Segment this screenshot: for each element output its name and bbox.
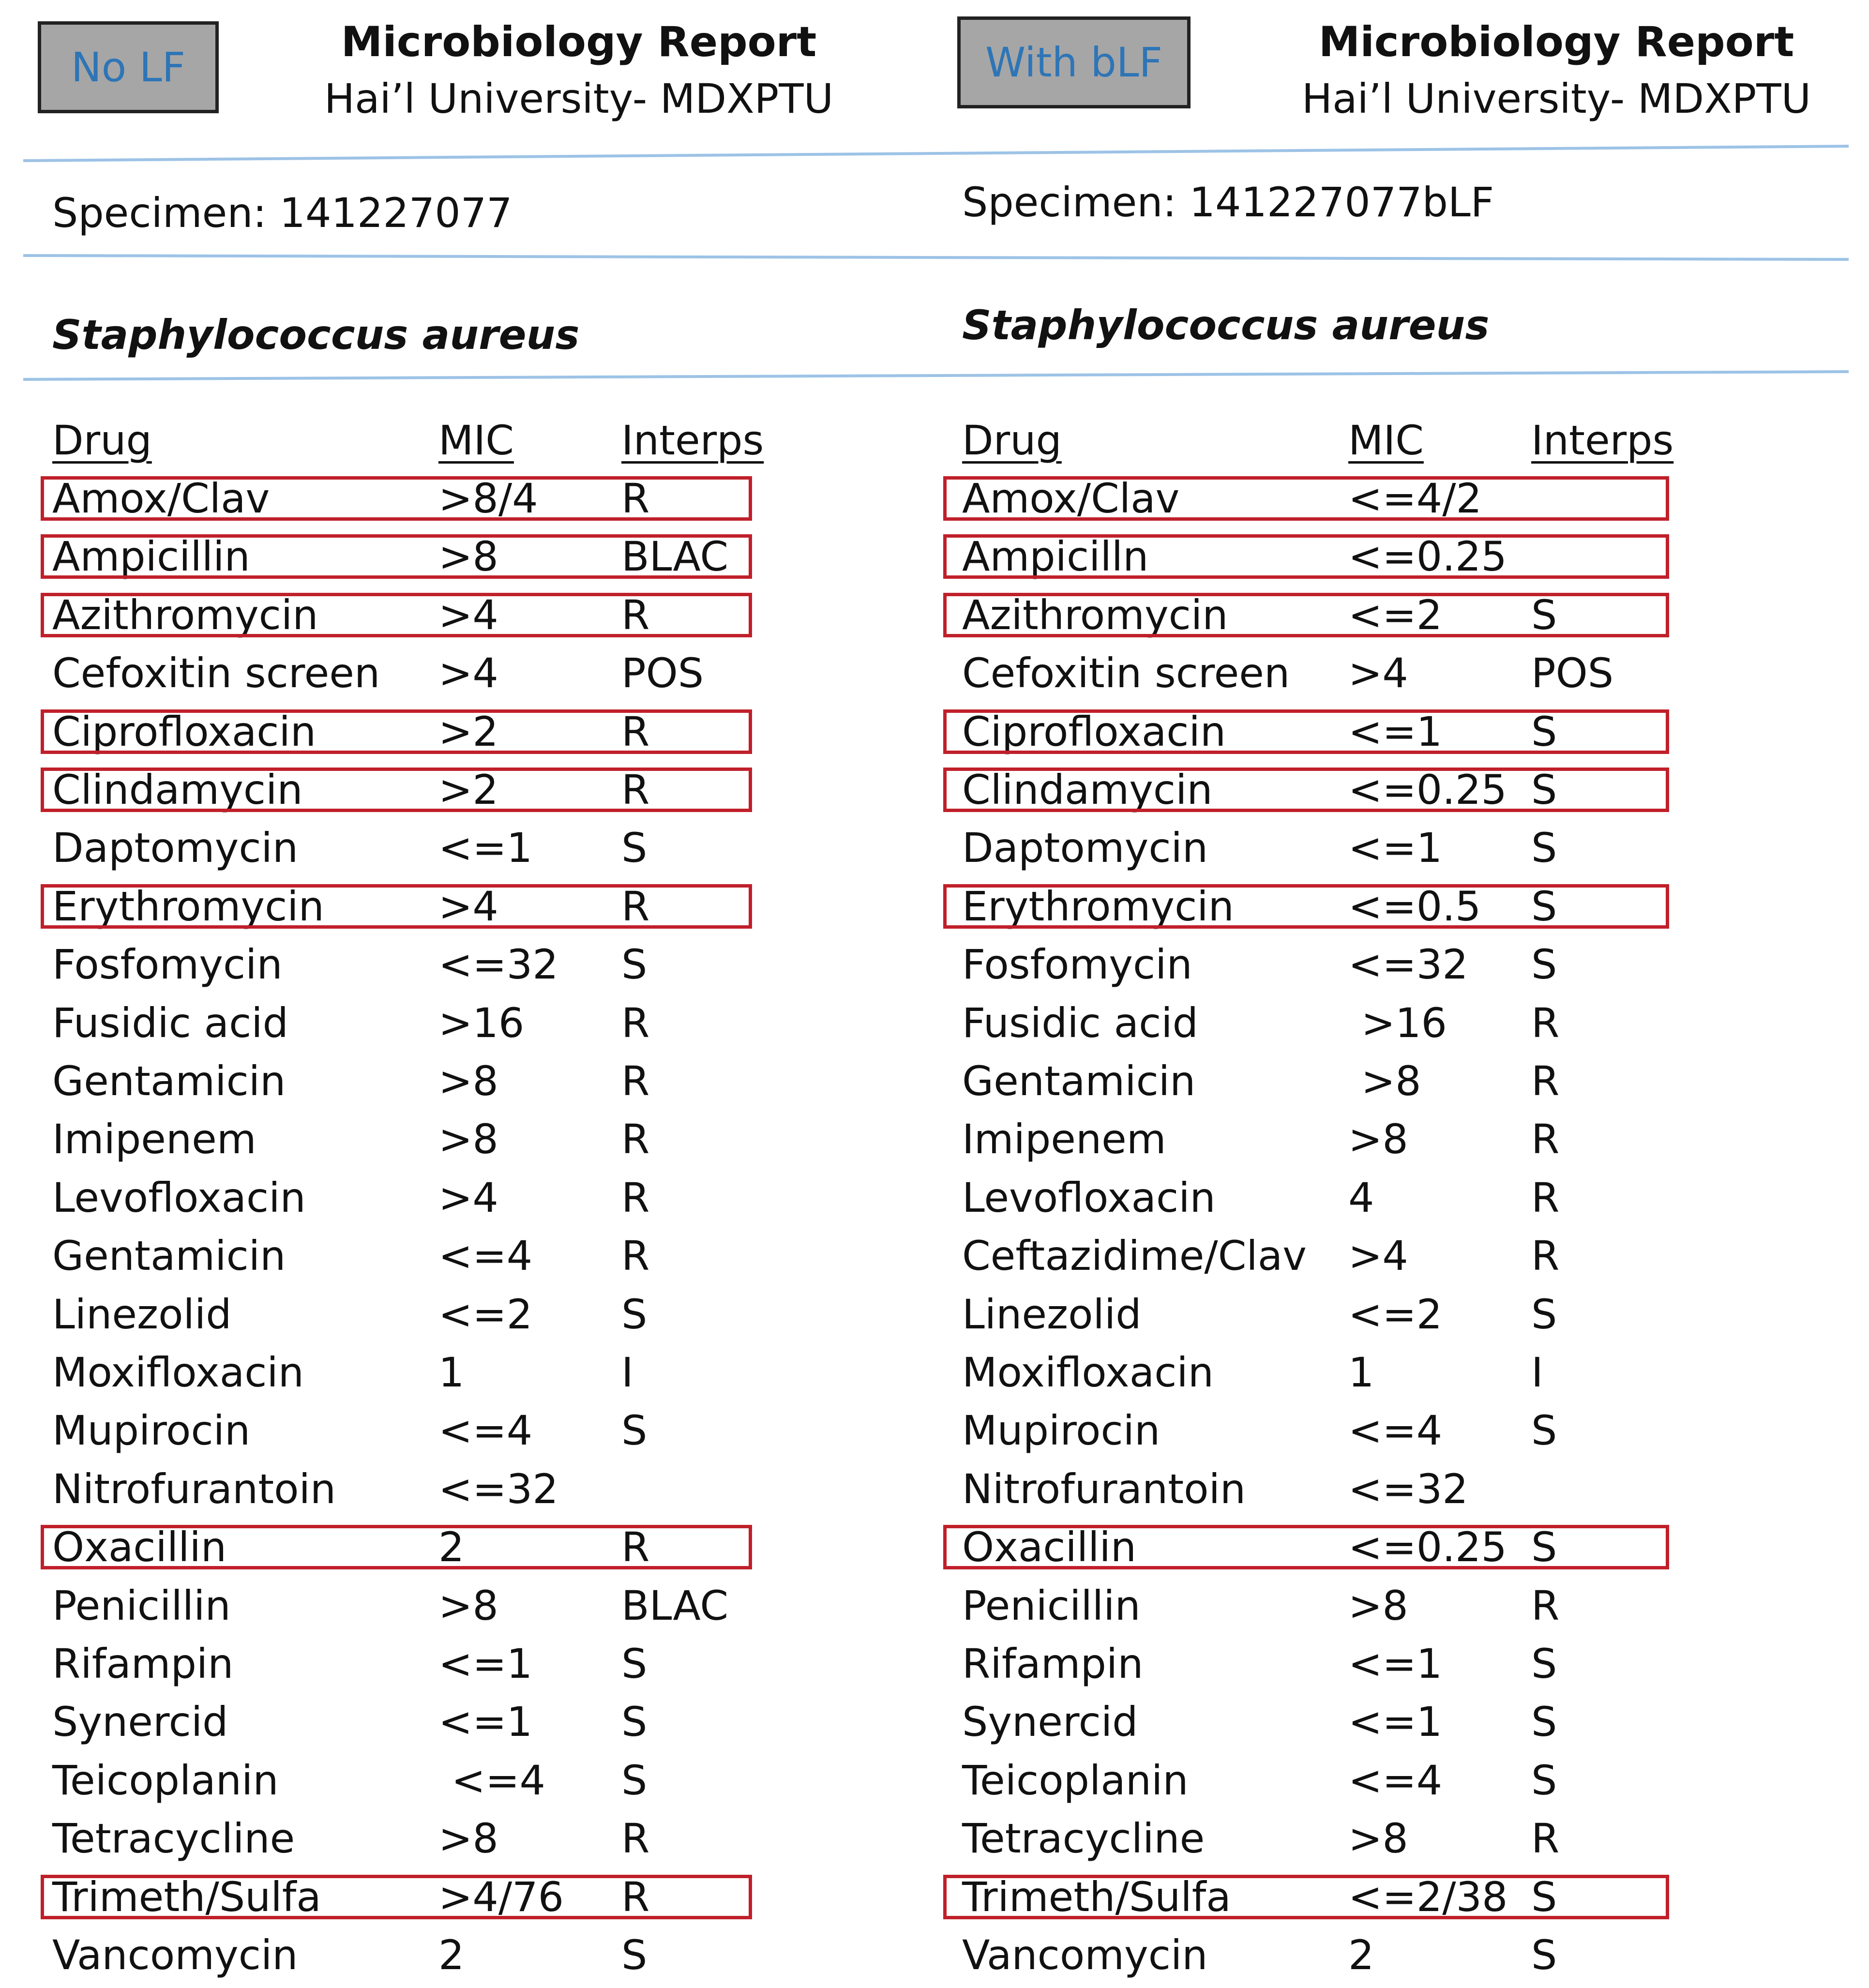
report-institution: Hai’l University- MDXPTU xyxy=(324,75,834,122)
drug-name: Clindamycin xyxy=(52,766,303,813)
mic-value: >8 xyxy=(438,1582,498,1629)
table-row xyxy=(0,1169,934,1227)
specimen-id: Specimen: 141227077 xyxy=(52,189,512,237)
column-header-drug: Drug xyxy=(962,417,1062,464)
interpretation: R xyxy=(1531,1057,1560,1105)
drug-name: Vancomycin xyxy=(52,1931,298,1979)
drug-name: Amox/Clav xyxy=(962,475,1180,522)
table-row xyxy=(934,1577,1869,1635)
drug-name: Linezolid xyxy=(962,1291,1142,1338)
mic-value: <=2 xyxy=(438,1291,533,1338)
report-panel-with-blf xyxy=(934,0,1869,1988)
interpretation: R xyxy=(1531,1815,1560,1862)
interpretation: S xyxy=(621,1698,648,1746)
table-row xyxy=(934,1227,1869,1285)
organism-name: Staphylococcus aureus xyxy=(52,311,580,359)
drug-name: Daptomycin xyxy=(962,824,1208,872)
interpretation: I xyxy=(1531,1349,1543,1396)
mic-value: >2 xyxy=(438,766,498,813)
mic-value: <=32 xyxy=(438,941,558,988)
interpretation: S xyxy=(621,941,648,988)
mic-value: 1 xyxy=(1348,1349,1374,1396)
interpretation: BLAC xyxy=(621,1582,728,1629)
interpretation: S xyxy=(1531,1407,1557,1454)
report-title: Microbiology Report xyxy=(1318,18,1794,66)
drug-name: Amox/Clav xyxy=(52,475,270,522)
mic-value: 4 xyxy=(1348,1174,1374,1221)
mic-value: >4 xyxy=(1348,649,1408,697)
drug-name: Daptomycin xyxy=(52,824,299,872)
drug-name: Moxifloxacin xyxy=(52,1349,304,1396)
organism-name: Staphylococcus aureus xyxy=(962,301,1490,349)
interpretation: S xyxy=(1531,766,1557,813)
interpretation: S xyxy=(621,1291,648,1338)
mic-value: >8 xyxy=(1348,1815,1408,1862)
mic-value: <=1 xyxy=(1348,1640,1443,1687)
interpretation: S xyxy=(621,824,648,872)
table-row xyxy=(0,994,934,1052)
interpretation: S xyxy=(1531,883,1557,930)
condition-tag xyxy=(38,21,219,113)
mic-value: <=1 xyxy=(438,1640,533,1687)
mic-value: >8 xyxy=(438,1057,498,1105)
table-row xyxy=(934,1343,1869,1401)
interpretation: S xyxy=(1531,708,1557,755)
table-row xyxy=(934,1693,1869,1751)
interpretation: R xyxy=(621,1174,650,1221)
drug-name: Synercid xyxy=(962,1698,1138,1746)
mic-value: <=4 xyxy=(438,1232,533,1280)
table-row xyxy=(934,1052,1869,1110)
table-row xyxy=(0,644,934,702)
mic-value: <=4 xyxy=(1348,1757,1443,1804)
interpretation: S xyxy=(1531,941,1557,988)
drug-name: Trimeth/Sulfa xyxy=(52,1873,321,1921)
mic-value: <=32 xyxy=(1348,1465,1468,1513)
drug-name: Ciprofloxacin xyxy=(52,708,317,755)
drug-name: Nitrofurantoin xyxy=(52,1465,336,1513)
table-row xyxy=(934,1285,1869,1343)
table-row xyxy=(934,1460,1869,1518)
drug-name: Gentamicin xyxy=(962,1057,1196,1105)
table-row xyxy=(934,1635,1869,1693)
interpretation: S xyxy=(1531,1873,1557,1921)
drug-name: Oxacillin xyxy=(52,1523,227,1571)
table-row xyxy=(0,1227,934,1285)
report-title: Microbiology Report xyxy=(341,18,817,66)
drug-name: Rifampin xyxy=(52,1640,234,1687)
interpretation: R xyxy=(621,1232,650,1280)
mic-value: >16 xyxy=(438,999,525,1047)
drug-name: Levofloxacin xyxy=(52,1174,306,1221)
mic-value: 2 xyxy=(1348,1931,1374,1979)
mic-value: 1 xyxy=(438,1349,465,1396)
interpretation: S xyxy=(621,1931,648,1979)
table-row xyxy=(0,1577,934,1635)
mic-value: >8 xyxy=(438,1115,498,1163)
mic-value: >4/76 xyxy=(438,1873,564,1921)
interpretation: R xyxy=(621,591,650,639)
table-row xyxy=(0,1868,934,1926)
interpretation: R xyxy=(621,708,650,755)
table-row xyxy=(0,761,934,819)
mic-value: 2 xyxy=(438,1931,465,1979)
drug-name: Ciprofloxacin xyxy=(962,708,1226,755)
mic-value: >8 xyxy=(1348,1115,1408,1163)
interpretation: S xyxy=(1531,824,1557,872)
mic-value: >4 xyxy=(438,883,498,930)
drug-name: Moxifloxacin xyxy=(962,1349,1214,1396)
interpretation: R xyxy=(621,1115,650,1163)
interpretation: S xyxy=(1531,1698,1557,1746)
interpretation: POS xyxy=(1531,649,1614,697)
table-row xyxy=(0,1401,934,1460)
column-header-drug: Drug xyxy=(52,417,152,464)
column-header-interps: Interps xyxy=(1531,417,1674,464)
drug-name: Tetracycline xyxy=(962,1815,1205,1862)
table-row xyxy=(0,1693,934,1751)
interpretation: S xyxy=(621,1757,648,1804)
drug-name: Levofloxacin xyxy=(962,1174,1216,1221)
table-row xyxy=(0,527,934,586)
condition-tag-label: With bLF xyxy=(985,39,1162,86)
drug-name: Azithromycin xyxy=(52,591,318,639)
table-row xyxy=(0,586,934,644)
drug-name: Imipenem xyxy=(52,1115,256,1163)
table-row xyxy=(934,1110,1869,1168)
table-row xyxy=(934,935,1869,994)
mic-value: 2 xyxy=(438,1523,465,1571)
drug-name: Erythromycin xyxy=(52,883,324,930)
interpretation: S xyxy=(1531,1523,1557,1571)
mic-value: <=0.5 xyxy=(1348,883,1481,930)
table-row xyxy=(0,1809,934,1868)
interpretation: S xyxy=(1531,591,1557,639)
table-row xyxy=(934,761,1869,819)
drug-name: Ceftazidime/Clav xyxy=(962,1232,1307,1280)
mic-value: >4 xyxy=(438,591,498,639)
interpretation: POS xyxy=(621,649,704,697)
interpretation: S xyxy=(621,1407,648,1454)
table-row xyxy=(934,644,1869,702)
mic-value: <=1 xyxy=(438,824,533,872)
drug-name: Cefoxitin screen xyxy=(52,649,380,697)
table-row xyxy=(934,1518,1869,1576)
table-row xyxy=(0,1343,934,1401)
interpretation: R xyxy=(621,475,650,522)
drug-name: Ampicilln xyxy=(962,533,1149,580)
table-row xyxy=(934,1868,1869,1926)
interpretation: S xyxy=(621,1640,648,1687)
table-row xyxy=(934,703,1869,761)
mic-value: <=1 xyxy=(1348,1698,1443,1746)
interpretation: I xyxy=(621,1349,633,1396)
table-row xyxy=(0,1751,934,1809)
drug-name: Gentamicin xyxy=(52,1057,286,1105)
mic-value: >4 xyxy=(438,649,498,697)
drug-name: Clindamycin xyxy=(962,766,1213,813)
interpretation: S xyxy=(1531,1291,1557,1338)
interpretation: BLAC xyxy=(621,533,728,580)
interpretation: R xyxy=(1531,1582,1560,1629)
drug-name: Nitrofurantoin xyxy=(962,1465,1246,1513)
mic-value: <=0.25 xyxy=(1348,766,1507,813)
table-row xyxy=(934,1169,1869,1227)
mic-value: <=32 xyxy=(1348,941,1468,988)
mic-value: >2 xyxy=(438,708,498,755)
report-panel-no-lf xyxy=(0,0,934,1988)
drug-name: Linezolid xyxy=(52,1291,232,1338)
mic-value: >8 xyxy=(1348,1057,1421,1105)
mic-value: <=32 xyxy=(438,1465,558,1513)
table-row xyxy=(0,703,934,761)
mic-value: >16 xyxy=(1348,999,1447,1047)
table-row xyxy=(0,1635,934,1693)
drug-name: Penicillin xyxy=(52,1582,231,1629)
interpretation: R xyxy=(621,1057,650,1105)
drug-name: Fusidic acid xyxy=(52,999,288,1047)
drug-name: Gentamicin xyxy=(52,1232,286,1280)
table-row xyxy=(934,819,1869,877)
interpretation: R xyxy=(621,999,650,1047)
table-row xyxy=(934,586,1869,644)
interpretation: S xyxy=(1531,1757,1557,1804)
drug-name: Fosfomycin xyxy=(962,941,1192,988)
interpretation: R xyxy=(1531,1232,1560,1280)
mic-value: <=4 xyxy=(438,1757,545,1804)
table-row xyxy=(0,877,934,935)
interpretation: R xyxy=(1531,1115,1560,1163)
drug-name: Cefoxitin screen xyxy=(962,649,1290,697)
condition-tag-label: No LF xyxy=(71,44,186,91)
mic-value: <=4/2 xyxy=(1348,475,1482,522)
table-row xyxy=(934,469,1869,527)
drug-name: Mupirocin xyxy=(962,1407,1161,1454)
table-row xyxy=(0,1052,934,1110)
mic-value: >8 xyxy=(438,533,498,580)
interpretation: S xyxy=(1531,1931,1557,1979)
interpretation: R xyxy=(1531,999,1560,1047)
mic-value: <=2 xyxy=(1348,1291,1443,1338)
table-row xyxy=(934,1809,1869,1868)
mic-value: >8 xyxy=(438,1815,498,1862)
mic-value: >8 xyxy=(1348,1582,1408,1629)
drug-name: Fusidic acid xyxy=(962,999,1198,1047)
table-row xyxy=(934,527,1869,586)
drug-name: Teicoplanin xyxy=(52,1757,279,1804)
table-row xyxy=(934,1926,1869,1984)
mic-value: >4 xyxy=(438,1174,498,1221)
drug-name: Teicoplanin xyxy=(962,1757,1189,1804)
report-institution: Hai’l University- MDXPTU xyxy=(1301,75,1811,122)
interpretation: R xyxy=(621,1873,650,1921)
drug-name: Penicillin xyxy=(962,1582,1141,1629)
interpretation: R xyxy=(1531,1174,1560,1221)
column-header-mic: MIC xyxy=(1348,417,1424,464)
interpretation: R xyxy=(621,1815,650,1862)
drug-name: Vancomycin xyxy=(962,1931,1208,1979)
mic-value: <=1 xyxy=(1348,824,1443,872)
drug-name: Imipenem xyxy=(962,1115,1166,1163)
drug-name: Ampicillin xyxy=(52,533,250,580)
mic-value: <=4 xyxy=(438,1407,533,1454)
mic-value: <=1 xyxy=(1348,708,1443,755)
condition-tag xyxy=(957,16,1191,108)
drug-name: Oxacillin xyxy=(962,1523,1137,1571)
drug-name: Trimeth/Sulfa xyxy=(962,1873,1231,1921)
table-row xyxy=(0,469,934,527)
mic-value: >4 xyxy=(1348,1232,1408,1280)
drug-name: Synercid xyxy=(52,1698,228,1746)
table-row xyxy=(0,819,934,877)
mic-value: <=2 xyxy=(1348,591,1443,639)
mic-value: >8/4 xyxy=(438,475,538,522)
table-row xyxy=(0,1926,934,1984)
table-row xyxy=(0,1518,934,1576)
table-row xyxy=(0,935,934,994)
interpretation: R xyxy=(621,766,650,813)
mic-value: <=1 xyxy=(438,1698,533,1746)
table-row xyxy=(934,1751,1869,1809)
drug-name: Rifampin xyxy=(962,1640,1144,1687)
drug-name: Tetracycline xyxy=(52,1815,295,1862)
drug-name: Mupirocin xyxy=(52,1407,251,1454)
mic-value: <=2/38 xyxy=(1348,1873,1508,1921)
mic-value: <=4 xyxy=(1348,1407,1443,1454)
drug-name: Azithromycin xyxy=(962,591,1228,639)
mic-value: <=0.25 xyxy=(1348,533,1507,580)
table-row xyxy=(0,1285,934,1343)
interpretation: S xyxy=(1531,1640,1557,1687)
table-row xyxy=(934,877,1869,935)
table-row xyxy=(934,1401,1869,1460)
table-row xyxy=(0,1110,934,1168)
interpretation: R xyxy=(621,883,650,930)
specimen-id: Specimen: 141227077bLF xyxy=(962,179,1494,226)
column-header-interps: Interps xyxy=(621,417,764,464)
interpretation: R xyxy=(621,1523,650,1571)
drug-name: Erythromycin xyxy=(962,883,1234,930)
mic-value: <=0.25 xyxy=(1348,1523,1507,1571)
table-row xyxy=(0,1460,934,1518)
table-row xyxy=(934,994,1869,1052)
column-header-mic: MIC xyxy=(438,417,514,464)
drug-name: Fosfomycin xyxy=(52,941,283,988)
